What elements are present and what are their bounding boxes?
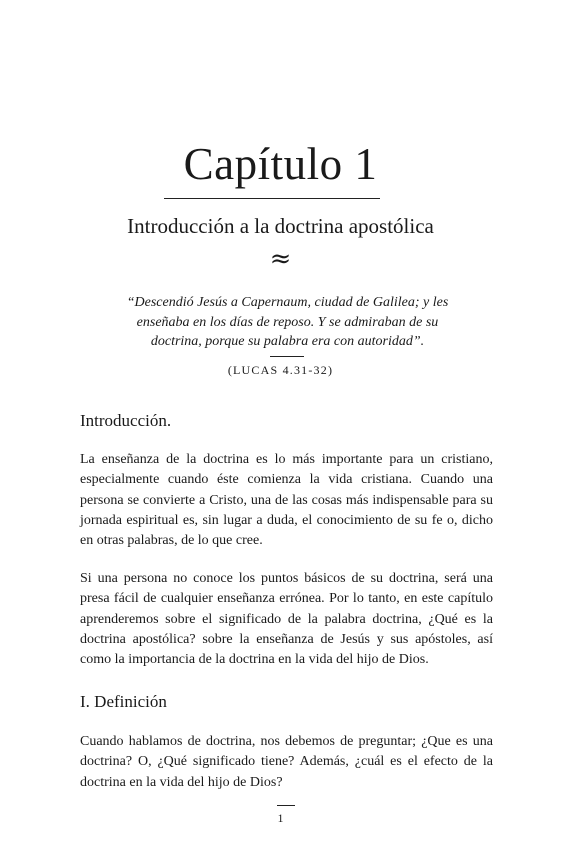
- ornament-wave-icon: ≈: [269, 244, 292, 274]
- chapter-title: Capítulo 1: [183, 139, 378, 189]
- section-heading-introduccion: Introducción.: [80, 411, 172, 430]
- paragraph: Cuando hablamos de doctrina, nos debemos de preguntar; ¿Que es una doctrina? O, ¿Qué significado tiene? Además, ¿cuál es el efecto de la doctrina en la vida del hijo de Dios?: [80, 734, 493, 790]
- paragraph: La enseñanza de la doctrina es lo más importante para un cristiano, especialmente cuando éste comienza la vida cristiana. Cuando una persona se convierte a Cristo, una de las cosas más indispensable para su jornada espiritual es, sin lugar a duda, el conocimiento de su fe o, dicho en otras palabras, de lo que cree.: [80, 452, 493, 549]
- section-heading-definicion: I. Definición: [80, 692, 167, 711]
- title-divider: [164, 198, 380, 199]
- paragraph: Si una persona no conoce los puntos básicos de su doctrina, será una presa fácil de cualquier enseñanza errónea. Por lo tanto, en este capítulo aprenderemos sobre el significado de la palabra doctrina, ¿Qué es la doctrina apostólica? sobre la enseñanza de Jesús y sus apóstoles, así como la importancia de la doctrina en la vida del hijo de Dios.: [80, 571, 493, 668]
- chapter-subtitle: Introducción a la doctrina apostólica: [127, 214, 434, 238]
- epigraph-divider: [270, 356, 304, 357]
- page-number: 1: [277, 811, 284, 825]
- epigraph-quote: “Descendió Jesús a Capernaum, ciudad de Galilea; y les enseñaba en los días de reposo. Y se admiraban de su doctrina, porque su palabra era con autoridad”.: [126, 295, 449, 349]
- footer-divider: [277, 805, 295, 806]
- epigraph-citation: (LUCAS 4.31-32): [227, 363, 334, 377]
